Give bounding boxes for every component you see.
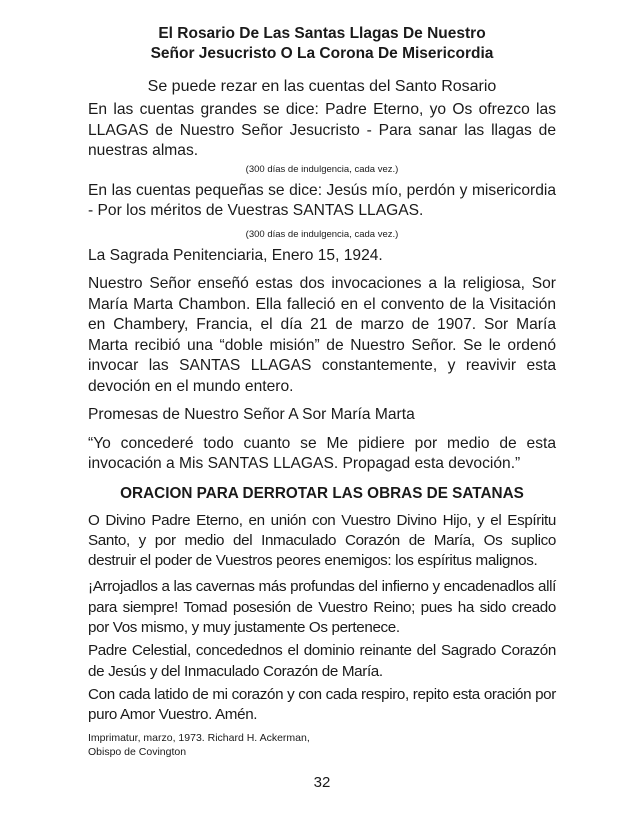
page-number: 32 [313,774,331,792]
document-page [88,24,556,793]
indulgence-note-1: (300 días de indulgencia, cada vez.) [245,163,399,175]
promises-heading: Promesas de Nuestro Señor A Sor María Marta [88,406,415,423]
document-title [88,24,556,64]
indulgence-note-2: (300 días de indulgencia, cada vez.) [245,228,399,240]
prayer-heading: ORACION PARA DERROTAR LAS OBRAS DE SATANAS [120,484,524,502]
history-paragraph: Nuestro Señor enseñó estas dos invocaciones a la religiosa, Sor María Marta Chambon. Ella falleció en el convento de la Visitación en Chambery, Francia, el día 21 de marzo de 1907. Sor María Marta recibió una “doble misión” de Nuestro Señor. Se le ordenó invocar las SANTAS LLAGAS constantemente, y reavivir esta devoción en el mundo entero. [88,275,556,395]
prayer-paragraph-2: ¡Arrojadlos a las cavernas más profundas del infierno y encadenadlos allí para siempre! Tomad posesión de Vuestro Reino; pues ha sido creado por Vos mismo, y muy justamente Os pertenece. [88,578,556,636]
prayer-paragraph-1: O Divino Padre Eterno, en unión con Vuestro Divino Hijo, y el Espíritu Santo, y por medio del Inmaculado Corazón de María, Os suplico destruir el poder de Vuestros peores enemigos: los espíritus malignos. [88,511,556,570]
small-beads-paragraph: En las cuentas pequeñas se dice: Jesús mío, perdón y misericordia - Por los méritos de Vuestras SANTAS LLAGAS. [88,181,556,219]
imprimatur-line-2: Obispo de Covington [88,746,187,759]
title-line-1: El Rosario De Las Santas Llagas De Nuestro [158,25,486,42]
large-beads-paragraph: En las cuentas grandes se dice: Padre Eterno, yo Os ofrezco las LLAGAS de Nuestro Señor Jesucristo - Para sanar las llagas de nuestras almas. [88,101,556,159]
title-line-2: Señor Jesucristo O La Corona De Misericordia [150,45,494,62]
imprimatur [88,731,556,759]
prayer-paragraph-3: Padre Celestial, concedednos el dominio reinante del Sagrado Corazón de Jesús y del Inmaculado Corazón de María. [88,642,556,680]
intro-line: Se puede rezar en las cuentas del Santo Rosario [147,78,497,95]
imprimatur-line-1: Imprimatur, marzo, 1973. Richard H. Ackerman, [88,732,310,745]
penitentiary-line: La Sagrada Penitenciaria, Enero 15, 1924. [88,246,383,264]
promise-quote: “Yo concederé todo cuanto se Me pidiere por medio de esta invocación a Mis SANTAS LLAGAS. Propagad esta devoción.” [88,434,556,472]
prayer-paragraph-4: Con cada latido de mi corazón y con cada respiro, repito esta oración por puro Amor Vuestro. Amén. [88,685,556,724]
